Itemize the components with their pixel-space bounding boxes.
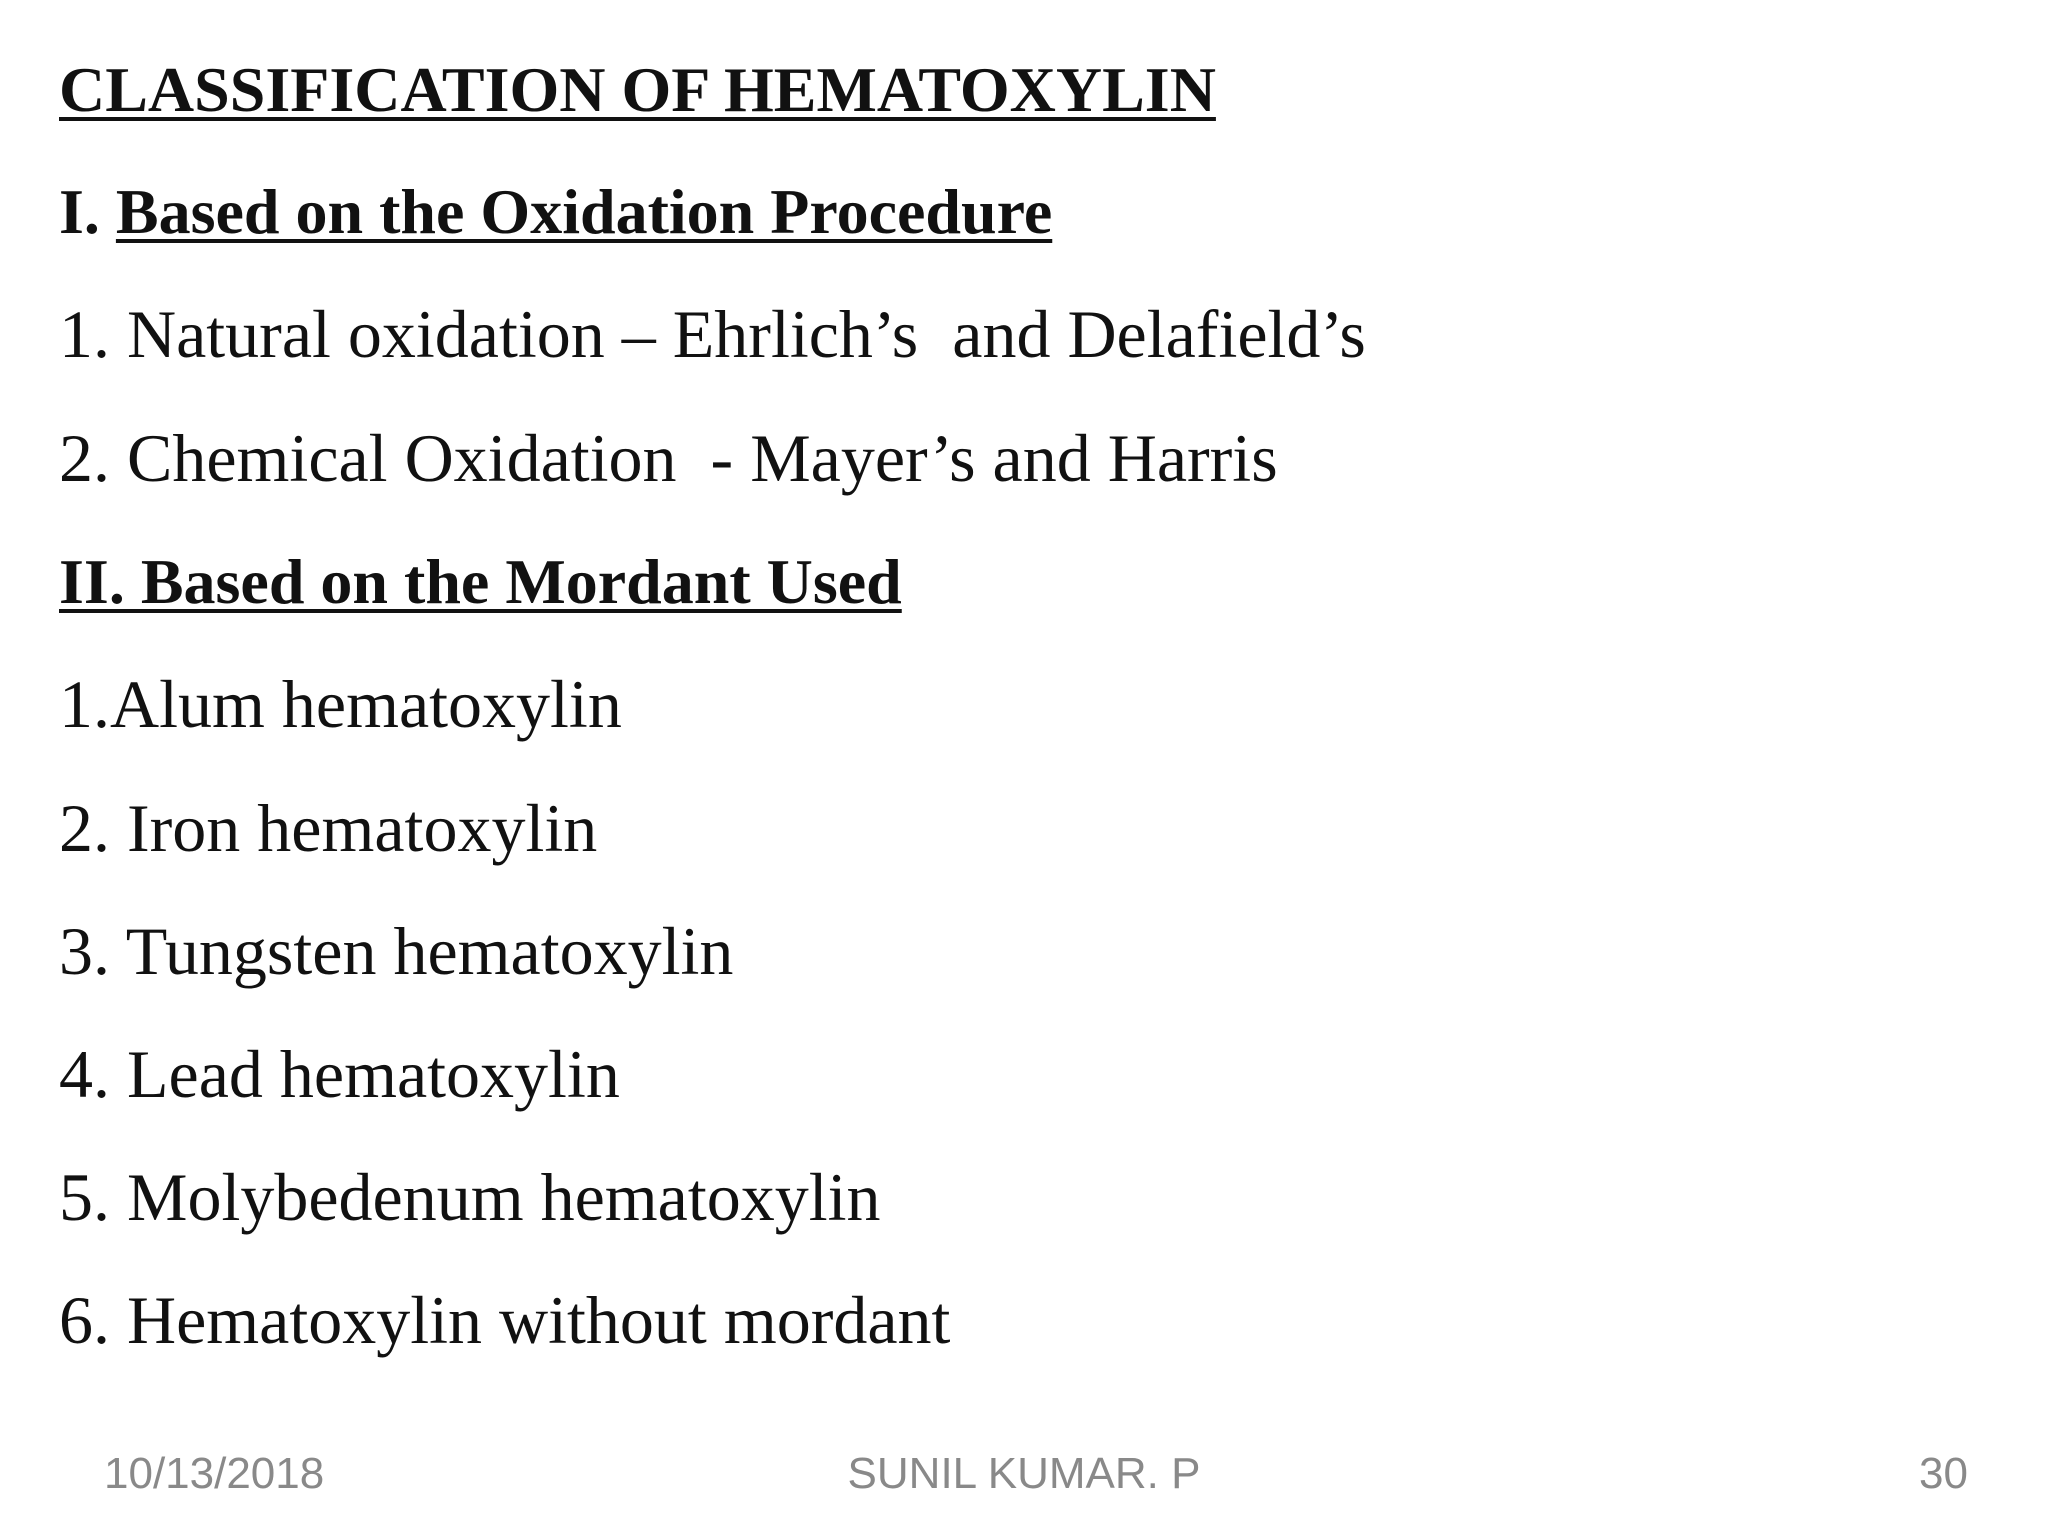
list-item: 1. Natural oxidation – Ehrlich’s and Delafield’s <box>59 296 1366 372</box>
section-2-heading-text: II. Based on the Mordant Used <box>59 546 902 617</box>
list-item: 4. Lead hematoxylin <box>59 1036 620 1112</box>
list-item: 2. Iron hematoxylin <box>59 790 598 866</box>
slide-title-text: CLASSIFICATION OF HEMATOXYLIN <box>59 54 1216 125</box>
section-2-heading <box>59 546 902 617</box>
list-item: 6. Hematoxylin without mordant <box>59 1282 951 1358</box>
footer-date: 10/13/2018 <box>104 1449 325 1498</box>
list-item: 1.Alum hematoxylin <box>59 666 622 742</box>
section-1-heading-text: Based on the Oxidation Procedure <box>115 176 1053 247</box>
section-1-numeral: I. <box>59 176 116 247</box>
footer-author: SUNIL KUMAR. P <box>847 1449 1201 1498</box>
list-item: 5. Molybedenum hematoxylin <box>59 1159 881 1235</box>
list-item: 3. Tungsten hematoxylin <box>59 913 734 989</box>
slide-title <box>59 54 1216 125</box>
footer-page-number: 30 <box>1919 1449 1968 1498</box>
section-1-heading <box>59 176 1053 247</box>
list-item: 2. Chemical Oxidation - Mayer’s and Harris <box>59 420 1278 496</box>
